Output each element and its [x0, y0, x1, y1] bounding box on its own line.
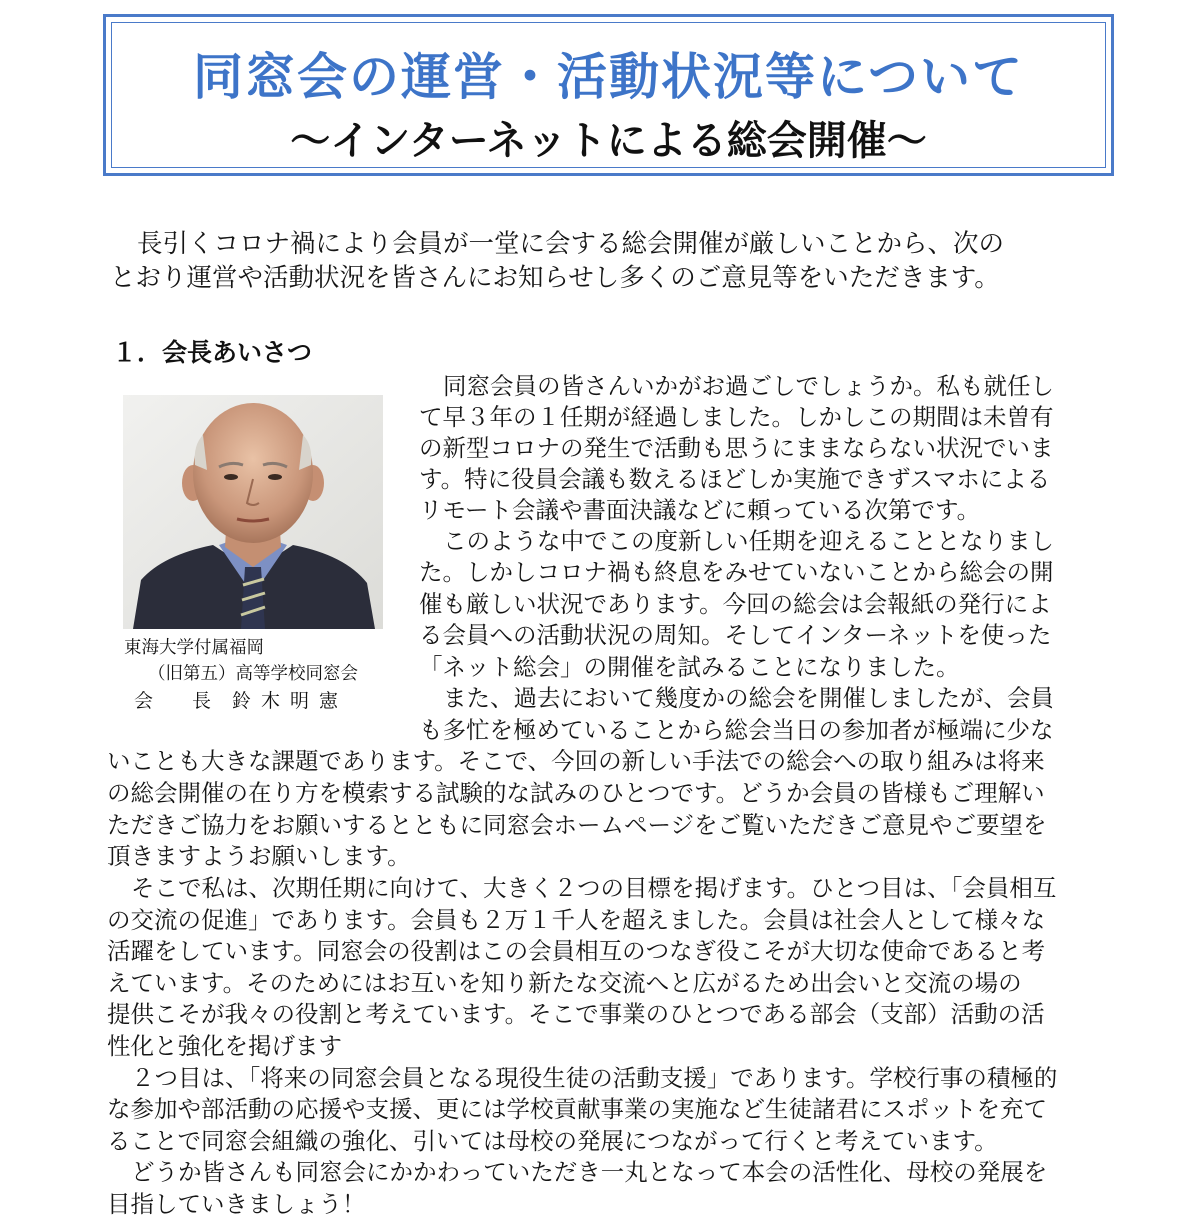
body-line: 同窓会員の皆さんいかがお過ごしでしょうか。私も就任し [443, 372, 1054, 400]
body-line: 「ネット総会」の開催を試みることになりました。 [419, 653, 960, 681]
body-line: 性化と強化を掲げます [107, 1032, 342, 1060]
caption-association: （旧第五）高等学校同窓会 [148, 664, 358, 684]
caption-role: 会 長 [134, 690, 222, 712]
body-line: の交流の促進」であります。会員も２万１千人を超えました。会員は社会人として様々な [107, 906, 1046, 934]
body-line: ２つ目は、「将来の同窓会員となる現役生徒の活動支援」であります。学校行事の積極的 [131, 1064, 1058, 1092]
body-line: えています。そのためにはお互いを知り新たな交流へと広がるため出会いと交流の場の [107, 969, 1022, 997]
page-title: 同窓会の運営・活動状況等について [193, 48, 1024, 106]
body-line: いことも大きな課題であります。そこで、今回の新しい手法での総会への取り組みは将来 [107, 747, 1045, 775]
body-line: リモート会議や書面決議などに頼っている次第です。 [419, 496, 981, 524]
title-box [103, 14, 1114, 176]
section-heading: １．会長あいさつ [112, 338, 313, 367]
body-line: 提供こそが我々の役割と考えています。そこで事業のひとつである部会（支部）活動の活 [107, 1000, 1045, 1028]
caption-school: 東海大学付属福岡 [124, 638, 264, 658]
body-line: も多忙を極めていることから総会当日の参加者が極端に少な [419, 716, 1054, 744]
portrait-illustration [123, 395, 383, 629]
intro-line-2: とおり運営や活動状況を皆さんにお知らせし多くのご意見等をいただきます。 [110, 263, 1000, 293]
body-line: 頂きますようお願いします。 [107, 842, 411, 870]
body-line: ただきご協力をお願いするとともに同窓会ホームページをご覧いただきご意見やご要望を [107, 811, 1047, 839]
caption-name: 鈴木明憲 [232, 690, 349, 712]
president-photo [123, 395, 383, 629]
body-line: 目指していきましょう！ [107, 1190, 366, 1218]
body-line: 催も厳しい状況であります。今回の総会は会報紙の発行によ [419, 590, 1052, 618]
body-line: て早３年の１任期が経過しました。しかしこの期間は未曽有 [419, 403, 1054, 431]
page-subtitle: ～インターネットによる総会開催～ [290, 118, 927, 164]
body-line: の総会開催の在り方を模索する試験的な試みのひとつです。どうか会員の皆様もご理解い [107, 779, 1045, 807]
body-line: な参加や部活動の応援や支援、更には学校貢献事業の実施など生徒諸君にスポットを充て [107, 1095, 1047, 1123]
body-line: そこで私は、次期任期に向けて、大きく２つの目標を掲げます。ひとつ目は、「会員相互 [131, 874, 1057, 902]
body-line: た。しかしコロナ禍も終息をみせていないことから総会の開 [419, 558, 1054, 586]
body-line: このような中でこの度新しい任期を迎えることとなりまし [443, 527, 1054, 555]
body-line: ることで同窓会組織の強化、引いては母校の発展につながって行くと考えています。 [107, 1127, 998, 1155]
body-line: る会員への活動状況の周知。そしてインターネットを使った [419, 621, 1052, 649]
body-line: どうか皆さんも同窓会にかかわっていただき一丸となって本会の活性化、母校の発展を [131, 1158, 1048, 1186]
body-line: また、過去において幾度かの総会を開催しましたが、会員 [443, 684, 1054, 712]
body-line: の新型コロナの発生で活動も思うにままならない状況でいま [419, 434, 1054, 462]
body-line: す。特に役員会議も数えるほどしか実施できずスマホによる [419, 465, 1051, 493]
intro-line-1: 長引くコロナ禍により会員が一堂に会する総会開催が厳しいことから、次の [137, 229, 1005, 259]
body-line: 活躍をしています。同窓会の役割はこの会員相互のつなぎ役こそが大切な使命であると考 [107, 937, 1046, 965]
